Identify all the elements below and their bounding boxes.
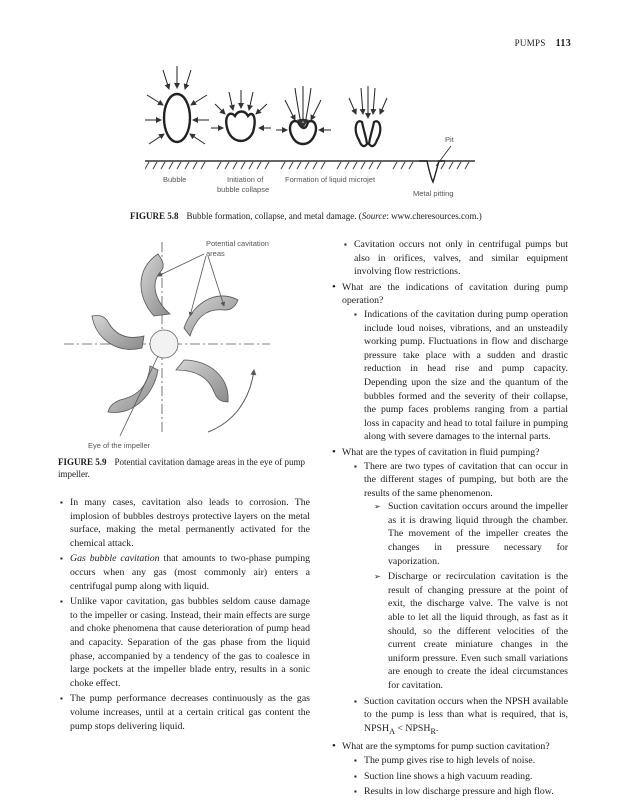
label-potential-cavitation-line2: areas [206,249,225,258]
list-item: ▪ Results in low discharge pressure and high flow. [354,785,568,799]
microjet-stage [276,86,331,144]
label-initiation-line2: bubble collapse [217,185,270,194]
list-item: ▪ Gas bubble cavitation that amounts to two-phase pumping occurs when any gas (most commonly air) enters a centrifugal pump along with liquid. [60,552,310,593]
jet-impact-stage [349,86,387,146]
running-header [515,38,571,49]
list-item: ▪ The pump gives rise to high levels of noise. [354,754,568,768]
figure-5-9-caption-text: Potential cavitation damage areas in the eye of pump impeller. [58,457,305,479]
label-metal-pitting: Metal pitting [413,189,454,198]
arrow-item: ➢ Discharge or recirculation cavitation is the result of changing pressure at the point of exit, the discharge valve. The valve is not able to let all the liquid through, as fast as it should, so the different velocities of the current create miniature changes in the uniform pressure. Even such small variations are enough to create the ideal circumstances for cavitation. [374,570,568,692]
label-bubble: Bubble [163,175,187,184]
figure-5-8-illustration [145,58,475,208]
list-item: ▪ There are two types of cavitation that can occur in the different stages of pumping, but both are the results of the same phenomenon. ➢ Suction cavitation occurs around the impeller as it is drawing liquid through the chamber. The movement of the impeller creates the changes in pressure necessary for vaporization. ➢ Discharge or recirculation cavitation is the result of changing pressure at the point of exit, the discharge valve. The valve is not able to let all the liquid through, as fast as it should, so the different velocities of the current create miniature changes in the uniform pressure. Even such small variations are enough to create the ideal circumstances for cavitation. [354,460,568,693]
page-number: 113 [555,38,571,49]
question-item: • What are the types of cavitation in fluid pumping? ▪ There are two types of cavitation that can occur in the different stages of pumping, but both are the results of the same phenomenon. ➢ Suction cavitation occurs around the impeller as it is drawing liquid through the chamber. The movement of the impeller creates the changes in pressure necessary for vaporization. ➢ Discharge or recirculation cavitation is the result of changing pressure at the point of exit, the discharge valve. The valve is not able to let all the liquid through, as fast as it should, so the different velocities of the current create miniature changes in the uniform pressure. Even such small variations are enough to create the ideal circumstances for cavitation. ▪ Suction cavitation occurs when the NPSH available to the pump is less than what is required, that is, $NPSH_A$ < $NPSH_R$. [332,446,568,738]
list-item: ▪ Suction cavitation occurs when the NPSH available to the pump is less than what is required, that is, $NPSH_A$ < $NPSH_R$. [354,695,568,739]
figure-5-8-caption-pre: Bubble formation, collapse, and metal damage. ( [186,211,362,221]
list-item: ▪ Cavitation occurs not only in centrifugal pumps but also in orifices, valves, and similar equipment involving flow restrictions. [344,238,568,279]
figure-5-9-label: FIGURE 5.9 [58,457,107,467]
impeller-eye [150,330,178,358]
ground-hatching [145,162,469,169]
label-potential-cavitation-line1: Potential cavitation [206,239,269,248]
list-item: ▪ Suction line shows a high vacuum reading. [354,770,568,784]
collapse-initiation-stage [211,90,271,141]
list-item: ▪ The pump performance decreases continuously as the gas volume increases, until at a certain critical gas content the pump stops delivering liquid. [60,692,310,733]
figure-5-8-caption-post: : www.cheresources.com.) [386,211,482,221]
figure-5-8-source-label: Source [361,211,387,221]
header-title: PUMPS [514,38,546,48]
list-item: ▪ Unlike vapor cavitation, gas bubbles seldom cause damage to the impeller or casing. Instead, their main effects are surge and choke phenomena that cause deterioration of pump head and capacity. Separation of the gas phase from the liquid phase, accompanied by a tendency of the gas to coalesce in large pockets at the impeller blade entry, results in a sonic choke effect. [60,595,310,690]
question-item: • What are the symptoms for pump suction cavitation? ▪ The pump gives rise to high levels of noise. ▪ Suction line shows a high vacuum reading. ▪ Results in low discharge pressure and high flow. [332,740,568,798]
bubble-stage [145,66,209,144]
figure-5-9-impeller-illustration [58,236,318,452]
label-initiation-line1: Initiation of [227,175,264,184]
figure-5-8-label: FIGURE 5.8 [130,211,179,221]
label-pit: Pit [445,135,454,144]
right-column [332,238,568,801]
figure-5-8-caption [130,210,550,222]
eye-pointer [120,356,158,436]
question-item: • What are the indications of cavitation during pump operation? ▪ Indications of the cavitation during pump operation include loud noises, vibrations, and an unsteadily working pump. Fluctuations in flow and discharge pressure take place with a sudden and drastic reduction in head rise and pump capacity. Depending upon the size and the quantum of the bubbles formed and the severity of their collapse, the pump faces problems ranging from a partial loss in capacity and head to total failure in pumping along with severe damages to the internal parts. [332,281,568,444]
arrow-item: ➢ Suction cavitation occurs around the impeller as it is drawing liquid through the chamber. The movement of the impeller creates the changes in pressure necessary for vaporization. [374,500,568,568]
left-column [60,496,310,735]
metal-pit-stage [419,146,451,182]
list-item: ▪ In many cases, cavitation also leads to corrosion. The implosion of bubbles destroys protective layers on the metal surface, making the metal permanently activated for the chemical attack. [60,496,310,550]
list-item: ▪ Indications of the cavitation during pump operation include loud noises, vibrations, and an unsteadily working pump. Fluctuations in flow and discharge pressure take place with a sudden and drastic reduction in head rise and pump capacity. Depending upon the size and the quantum of the bubbles formed and the severity of their collapse, the pump faces problems ranging from a partial loss in capacity and head to total failure in pumping along with severe damages to the internal parts. [354,308,568,444]
label-microjet: Formation of liquid microjet [285,175,376,184]
figure-5-9-caption [58,456,308,480]
label-eye-of-impeller: Eye of the impeller [88,441,151,450]
